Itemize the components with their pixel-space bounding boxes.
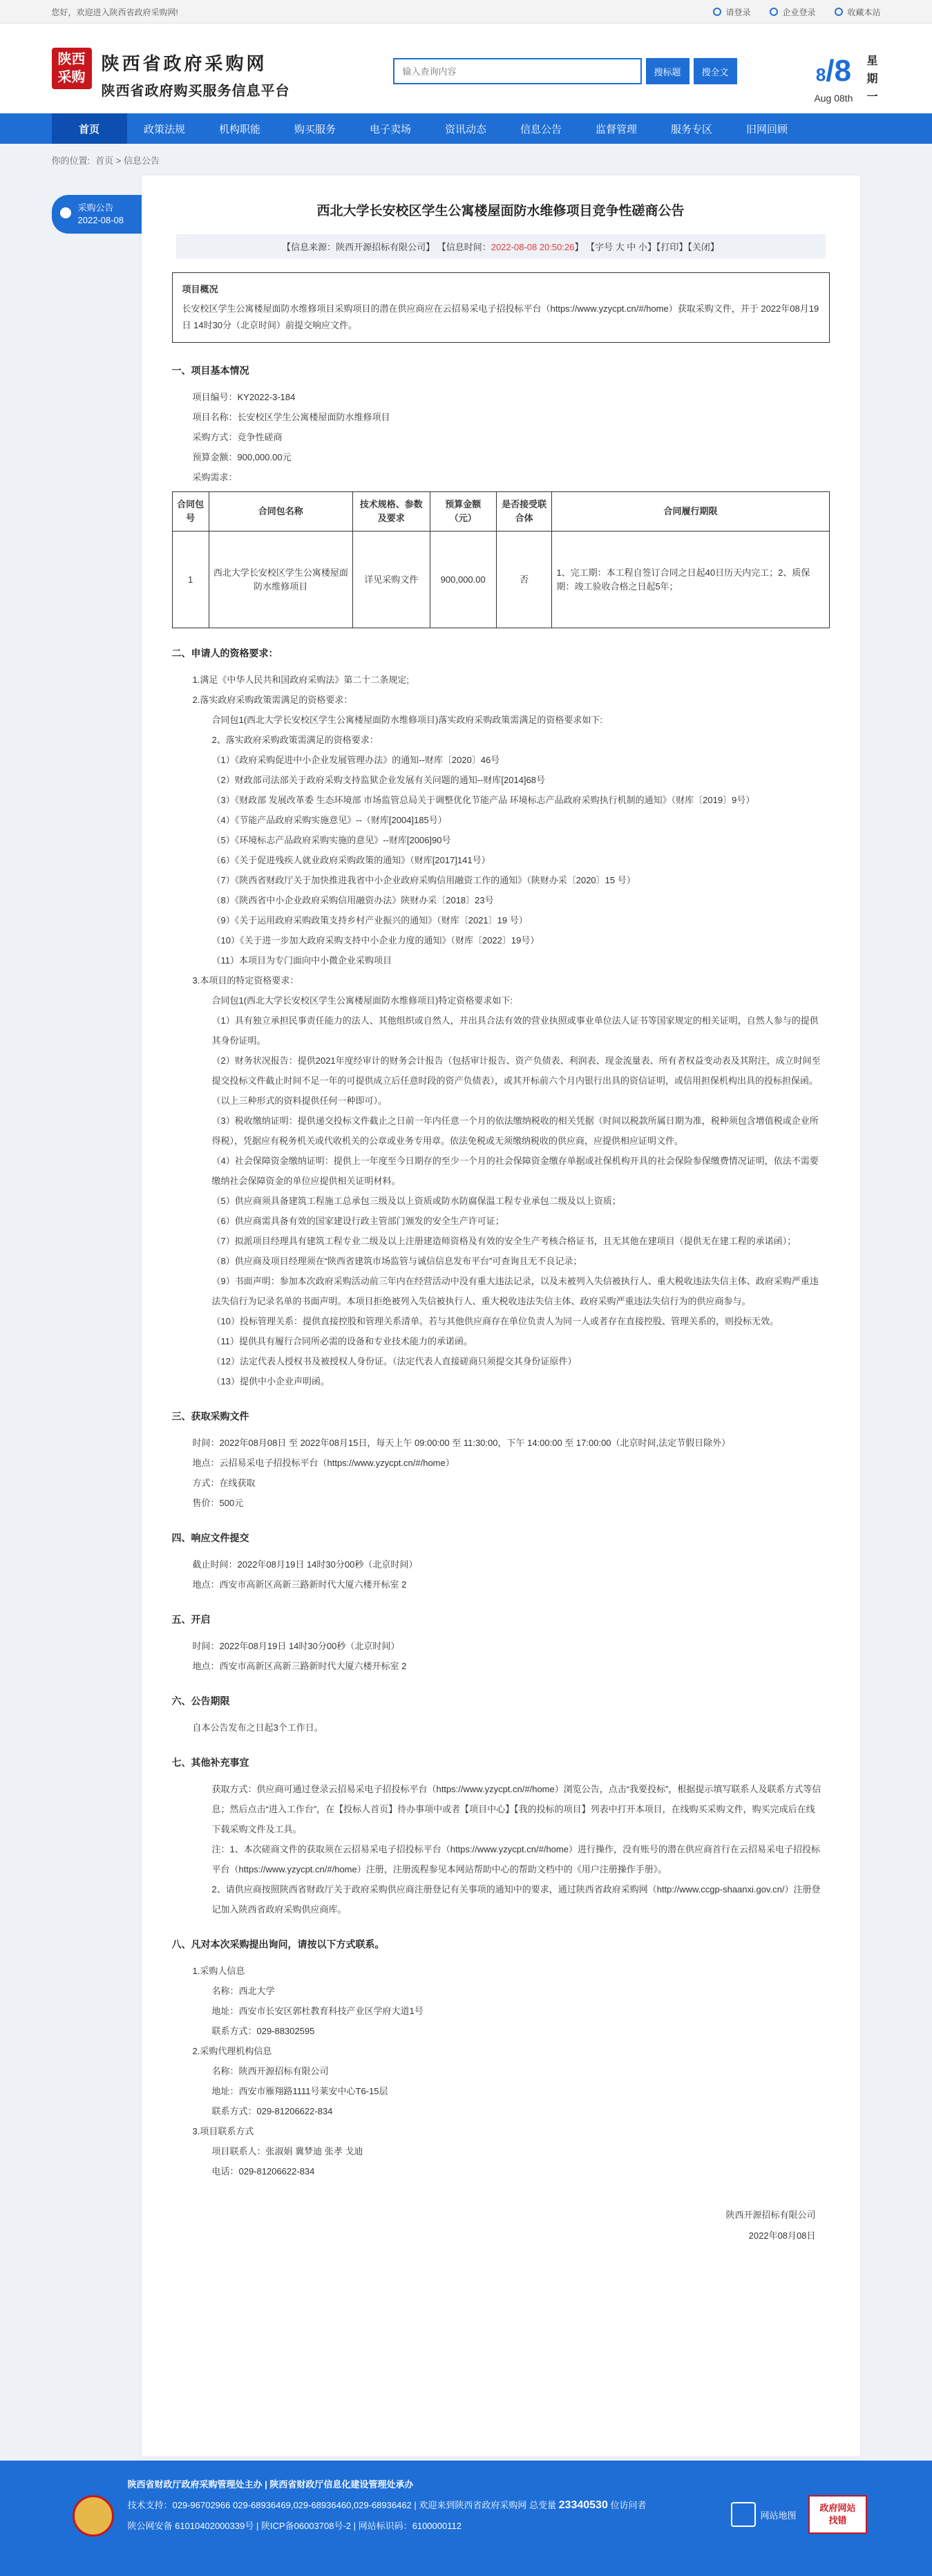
policy-item: （7）《陕西省财政厅关于加快推进我省中小企业政府采购信用融资工作的通知》（陕财办采〔2020〕15 号） [211,875,636,885]
section-qualification: 二、申请人的资格要求： [171,648,278,659]
special-requirement: （5）供应商须具备建筑工程施工总承包三级及以上资质或防水防腐保温工程专业承包二级及以上资质； [211,1196,621,1206]
login-link[interactable]: 请登录 [713,6,750,18]
signature: 陕西开源招标有限公司 2022年08月08日 [725,2210,816,2241]
visitor-count: 23340530 [558,2499,608,2511]
policy-item: （9）《关于运用政府采购政策支持乡村产业振兴的通知》（财库〔2021〕19 号） [211,915,528,925]
basic-info-line: 采购方式：竞争性磋商 [192,432,283,442]
overview-box: 项目概况 长安校区学生公寓楼屋面防水维修项目采购项目的潜在供应商应在云招易采电子招投标平台（https://www.yzycpt.cn/#/home）获取采购文件，并于 2022年08月19日 14时30分（北京时间）前提交响应文件。 [172,272,830,343]
section-other: 七、其他补充事宜 [171,1757,249,1768]
other-line: 注：1、本次磋商文件的获取须在云招易采电子招投标平台（https://www.yzycpt.cn/#/home）进行操作，没有账号的潜在供应商首行在云招易采电子招投标平台（https://www.yzycpt.cn/#/home）注册，注册流程参见本网站帮助中心的帮助文档中的《用户注册操作手册》。 [211,1844,820,1874]
get-doc-line: 地点：云招易采电子招投标平台（https://www.yzycpt.cn/#/home） [192,1458,455,1468]
publish-time: 2022-08-08 20:50:26 [491,242,575,252]
breadcrumb [52,144,881,176]
main-nav [0,113,932,144]
table-cell: 1 [172,532,209,628]
side-tab-announcement[interactable]: 采购公告 2022-08-08 [52,195,142,234]
special-requirement: （3）税收缴纳证明：提供递交投标文件截止之日前一年内任意一个月的依法缴纳税收的相关凭据（时间以税款所属日期为准，税种须包含增值税或企业所得税），凭据应有税务机关或代收机关的公章或业务专用章。依法免税或无须缴纳税收的供应商，应提供相应证明文件。 [211,1116,819,1146]
special-requirement: （8）供应商及项目经理须在“陕西省建筑市场监管与诚信信息发布平台”可查询且无不良记录； [211,1256,582,1266]
nav-item[interactable]: 监督管理 [595,123,637,135]
favorite-link[interactable]: 收藏本站 [835,6,880,18]
contact-line: 联系方式：029-81206622-834 [211,2106,333,2116]
nav-item[interactable]: 政策法规 [143,123,185,135]
top-bar [0,0,932,23]
policy-item: （10）《关于进一步加大政府采购支持中小企业力度的通知》（财库〔2022〕19号） [211,935,540,946]
article-title: 西北大学长安校区学生公寓楼屋面防水维修项目竞争性磋商公告 [316,204,685,218]
sitemap-icon [731,2502,756,2527]
star-icon [835,8,843,16]
footer-sponsor: 陕西省财政厅政府采购管理处主办 | 陕西省财政厅信息化建设管理处承办 [127,2479,414,2490]
contact-line: 名称：陕西开源招标有限公司 [211,2066,329,2076]
table-cell: 详见采购文件 [352,532,430,628]
breadcrumb-path[interactable]: 首页 > 信息公告 [95,155,160,166]
nav-item[interactable]: 购买服务 [294,123,336,135]
section-contact: 八、凡对本次采购提出询问，请按以下方式联系。 [171,1939,385,1950]
search-title-button[interactable]: 搜标题 [646,58,690,84]
nav-item[interactable]: 资讯动态 [444,123,486,135]
get-doc-line: 方式：在线获取 [192,1478,256,1488]
table-header-cell: 是否接受联合体 [496,492,552,532]
special-requirement: （6）供应商需具备有效的国家建设行政主管部门颁发的安全生产许可证； [211,1216,504,1226]
submit-line: 截止时间：2022年08月19日 14时30分00秒（北京时间） [192,1559,418,1570]
table-cell: 西北大学长安校区学生公寓楼屋面防水维修项目 [209,532,352,628]
national-emblem-icon [73,2495,114,2537]
get-doc-line: 售价：500元 [192,1498,244,1508]
gov-error-report-badge[interactable]: 政府网站 找错 [808,2495,866,2534]
article-meta: 【信息来源：陕西开源招标有限公司】 【信息时间：2022-08-08 20:50:26】 【字号 大 中 小】【打印】【关闭】 [176,234,826,258]
site-header [0,23,932,113]
site-title-sub: 陕西省政府购买服务信息平台 [101,84,290,99]
special-requirement: （1）具有独立承担民事责任能力的法人、其他组织或自然人，并出具合法有效的营业执照或事业单位法人证书等国家规定的相关证明，自然人参与的提供其身份证明。 [211,1015,819,1046]
section-submit: 四、响应文件提交 [171,1532,249,1543]
side-tab [52,195,142,234]
section-period: 六、公告期限 [171,1695,230,1707]
requirement-table [172,491,830,628]
table-header-cell: 技术规格、参数及要求 [352,492,430,532]
footer-support: 技术支持：029-96702966 029-68936469,029-68936460,029-68936462 | 欢迎来到陕西省政府采购网 总变量 23340530 位访问者 [127,2499,647,2511]
enterprise-login-link[interactable]: 企业登录 [770,6,815,18]
contact-line: 地址：西安市长安区郭杜教育科技产业区学府大道1号 [211,2006,424,2016]
site-footer [0,2461,932,2576]
policy-item: （6）《关于促进残疾人就业政府采购政策的通知》（财库[2017]141号） [211,855,491,865]
table-header-cell: 合同包号 [172,492,209,532]
special-requirement: （12）法定代表人授权书及被授权人身份证。（法定代表人直接磋商只须提交其身份证原件） [211,1356,577,1366]
policy-item: （2）财政部司法部关于政府采购支持监狱企业发展有关问题的通知--财库[2014]68号 [211,775,545,785]
special-requirement: （9）书面声明：参加本次政府采购活动前三年内在经营活动中没有重大违法记录，以及未被列入失信被执行人、重大税收违法失信主体、政府采购严重违法失信行为记录名单的书面声明。本项目拒绝被列入失信被执行人、重大税收违法失信主体、政府采购严重违法失信行为的供应商参与。 [211,1276,819,1306]
basic-info-line: 采购需求： [192,472,238,482]
contact-line: 联系方式：029-88302595 [211,2026,315,2036]
contact-line: 地址：西安市雁翔路1111号莱安中心T6-15层 [211,2086,388,2096]
table-cell: 900,000.00 [430,532,496,628]
policy-item: （5）《环境标志产品政府采购实施的意见》--财库[2006]90号 [211,835,451,845]
submit-line: 地点：西安市高新区高新三路新时代大厦六楼开标室 2 [192,1579,407,1590]
contact-line: 项目联系人：张淑娟 冀梦迪 张孝 戈迪 [211,2146,363,2156]
search-bar [393,58,737,84]
nav-item[interactable]: 机构职能 [218,123,260,135]
search-fulltext-button[interactable]: 搜全文 [694,58,737,84]
nav-item[interactable]: 首页 [52,113,127,144]
table-header-cell: 合同履行期限 [552,492,829,532]
main-area [52,176,881,2456]
nav-item[interactable]: 旧网回顾 [745,123,788,135]
article: 西北大学长安校区学生公寓楼屋面防水维修项目竞争性磋商公告 【信息来源：陕西开源招标有限公司】 【信息时间：2022-08-08 20:50:26】 【字号 大 中 小】【打印】【关闭】 项目概况 长安校区学生公寓楼屋面防水维修项目采购项目的潜在供应商应在云招易采电子招投标平台（https://www.yzycpt.cn/#/home）获取采购文件，并于 2022年08月19日 14时30分（北京时间）前提交响应文件。 一、项目基本情况 项目编号：KY2022-3-184 项目名称：长安校区学生公寓楼屋面防水维修项目 采购方式：竞争性磋商 预算金额：900,000.00元 采购需求： 合同包号 合同包名称 技术规格、参数及要求 预算金额（元） 是否接受联合体 合同履行期限 1 西北大学长安校区学生公寓楼屋面防水维修项目 详见采购文件 900,000.00 否 1、完工期：本工程自签订合同之日起40日历天内完工；2、质保期：竣工验收合格之日起5年； 二、申请人的资格要求： 1.满足《中华人民共和国政府采购法》第二十二条规定; 2.落实政府采购政策需满足的资格要求： 合同包1(西北大学长安校区学生公寓楼屋面防水维修项目)落实政府采购政策需满足的资格要求如下: 2、落实政府采购政策需满足的资格要求： （1）《政府采购促进中小企业发展管理办法》的通知--财库〔2020〕46号 （2）财政部司法部关于政府采购支持监狱企业发展有关问题的通知--财库[2014]68号 （3）《财政部 发展改革委 生态环境部 市场监管总局关于调整优化节能产品 环境标志产品政府采购执行机制的通知》（财库〔2019〕9号） （4）《节能产品政府采购实施意见》--（财库[2004]185号） （5）《环境标志产品政府采购实施的意见》--财库[2006]90号 （6）《关于促进残疾人就业政府采购政策的通知》（财库[2017]141号） （7）《陕西省财政厅关于加快推进我省中小企业政府采购信用融资工作的通知》（陕财办采〔2020〕15 号） （8）《陕西省中小企业政府采购信用融资办法》陕财办采〔2018〕23号 （9）《关于运用政府采购政策支持乡村产业振兴的通知》（财库〔2021〕19 号） （10）《关于进一步加大政府采购支持中小企业力度的通知》（财库〔2022〕19号） （11）本项目为专门面向中小微企业采购项目 3.本项目的特定资格要求： 合同包1(西北大学长安校区学生公寓楼屋面防水维修项目)特定资格要求如下: （1）具有独立承担民事责任能力的法人、其他组织或自然人，并出具合法有效的营业执照或事业单位法人证书等国家规定的相关证明，自然人参与的提供其身份证明。 （2）财务状况报告：提供2021年度经审计的财务会计报告（包括审计报告、资产负债表、利润表、现金流量表、所有者权益变动表及其附注，成立时间至提交投标文件截止时间不足一年的可提供成立后任意时段的资产负债表），或其开标前六个月内银行出具的资信证明，或信用担保机构出具的投标担保函。（以上三种形式的资料提供任何一种即可）。 （3）税收缴纳证明：提供递交投标文件截止之日前一年内任意一个月的依法缴纳税收的相关凭据（时间以税款所属日期为准，税种须包含增值税或企业所得税），凭据应有税务机关或代收机关的公章或业务专用章。依法免税或无须缴纳税收的供应商，应提供相应证明文件。 （4）社会保障资金缴纳证明：提供上一年度至今日期存的至少一个月的社会保障资金缴存单据或社保机构开具的社会保险参保缴费情况证明，依法不需要缴纳社会保障资金的单位应提供相关证明材料。 （5）供应商须具备建筑工程施工总承包三级及以上资质或防水防腐保温工程专业承包二级及以上资质； （6）供应商需具备有效的国家建设行政主管部门颁发的安全生产许可证； （7）拟派项目经理具有建筑工程专业二级及以上注册建造师资格及有效的安全生产考核合格证书，且无其他在建项目（提供无在建工程的承诺函）； （8）供应商及项目经理须在“陕西省建筑市场监管与诚信信息发布平台”可查询且无不良记录； （9）书面声明：参加本次政府采购活动前三年内在经营活动中没有重大违法记录，以及未被列入失信被执行人、重大税收违法失信主体、政府采购严重违法失信行为记录名单的书面声明。本项目拒绝被列入失信被执行人、重大税收违法失信主体、政府采购严重违法失信行为的供应商参与。 （10）投标管理关系：提供直接控股和管理关系清单。若与其他供应商存在单位负责人为同一人或者存在直接控股、管理关系的，则投标无效。 （11）提供具有履行合同所必需的设备和专业技术能力的承诺函。 （12）法定代表人授权书及被授权人身份证。（法定代表人直接磋商只须提交其身份证原件） （13）提供中小企业声明函。 三、获取采购文件 时间：2022年08月08日 至 2022年08月15日，每天上午 09:00:00 至 11:30:00，下午 14:00:00 至 17:00:00（北京时间,法定节假日除外） 地点：云招易采电子招投标平台（https://www.yzycpt.cn/#/home） 方式：在线获取 售价：500元 四、响应文件提交 截止时间：2022年08月19日 14时30分00秒（北京时间） 地点：西安市高新区高新三路新时代大厦六楼开标室 2 五、开启 时间：2022年08月19日 14时30分00秒（北京时间） 地点：西安市高新区高新三路新时代大厦六楼开标室 2 六、公告期限 自本公告发布之日起3个工作日。 七、其他补充事宜 获取方式：供应商可通过登录云招易采电子招投标平台（https://www.yzycpt.cn/#/home）浏览公告，点击“我要投标”，根据提示填写联系人及联系方式等信息；然后点击“进入工作台”，在【投标人首页】待办事项中或者【项目中心】【我的投标的项目】列表中打开本项目，在线购买采购文件，购买完成后在线下载采购文件及工具。 注：1、本次磋商文件的获取须在云招易采电子招投标平台（https://www.yzycpt.cn/#/home）进行操作，没有账号的潜在供应商首行在云招易采电子招投标平台（https://www.yzycpt.cn/#/home）注册，注册流程参见本网站帮助中心的帮助文档中的《用户注册操作手册》。 2、请供应商按照陕西省财政厅关于政府采购供应商注册登记有关事项的通知中的要求，通过陕西省政府采购网（http://www.ccgp-shaanxi.gov.cn/）注册登记加入陕西省政府采购供应商库。 八、凡对本次采购提出询问，请按以下方式联系。 1.采购人信息 名称：西北大学 地址：西安市长安区郭杜教育科技产业区学府大道1号 联系方式：029-88302595 2.采购代理机构信息 名称：陕西开源招标有限公司 地址：西安市雁翔路1111号莱安中心T6-15层 联系方式：029-81206622-834 3.项目联系方式 项目联系人：张淑娟 冀梦迪 张孝 戈迪 电话：029-81206622-834 陕西开源招标有限公司 2022年08月08日 [142,176,860,2456]
special-requirement: （13）提供中小企业声明函。 [211,1376,330,1386]
weekday: 星期一 [866,55,878,103]
breadcrumb-label: 你的位置: [51,155,91,166]
special-requirement: （10）投标管理关系：提供直接控股和管理关系清单。若与其他供应商存在单位负责人为同一人或者存在直接控股、管理关系的，则投标无效。 [211,1316,779,1326]
policy-item: （3）《财政部 发展改革委 生态环境部 市场监管总局关于调整优化节能产品 环境标志产品政府采购执行机制的通知》（财库〔2019〕9号） [211,795,755,805]
meta-actions[interactable]: 【字号 大 中 小】【打印】【关闭】 [586,242,719,252]
policy-item: （4）《节能产品政府采购实施意见》--（财库[2004]185号） [211,815,447,825]
section-get-docs: 三、获取采购文件 [171,1411,249,1422]
other-line: 获取方式：供应商可通过登录云招易采电子招投标平台（https://www.yzycpt.cn/#/home）浏览公告，点击“我要投标”，根据提示填写联系人及联系方式等信息；然后点击“进入工作台”，在【投标人首页】待办事项中或者【项目中心】【我的投标的项目】列表中打开本项目，在线购买采购文件，购买完成后在线下载采购文件及工具。 [211,1784,821,1834]
nav-item[interactable]: 服务专区 [670,123,712,135]
table-header-cell: 预算金额（元） [430,492,496,532]
footer-icp: 陕公网安备 61010402000339号 | 陕ICP备06003708号-2 | 网站标识码：6100000112 [127,2521,462,2531]
special-requirement: （4）社会保障资金缴纳证明：提供上一年度至今日期存的至少一个月的社会保障资金缴存单据或社保机构开具的社会保险参保缴费情况证明，依法不需要缴纳社会保障资金的单位应提供相关证明材料。 [211,1156,819,1186]
nav-item[interactable]: 电子卖场 [369,123,411,135]
contact-line: 电话：029-81206622-834 [211,2166,315,2177]
nav-item[interactable]: 信息公告 [520,123,562,135]
special-requirement: （11）提供具有履行合同所必需的设备和专业技术能力的承诺函。 [211,1336,473,1346]
building-icon [770,8,778,16]
open-line: 地点：西安市高新区高新三路新时代大厦六楼开标室 2 [192,1661,407,1671]
table-cell: 1、完工期：本工程自签订合同之日起40日历天内完工；2、质保期：竣工验收合格之日起5年； [552,532,829,628]
other-line: 2、请供应商按照陕西省财政厅关于政府采购供应商注册登记有关事项的通知中的要求，通过陕西省政府采购网（http://www.ccgp-shaanxi.gov.cn/）注册登记加入陕西省政府采购供应商库。 [211,1884,821,1915]
sitemap-link[interactable]: 网站地图 [731,2502,796,2527]
date-english: Aug 08th [814,92,853,104]
section-open: 五、开启 [171,1614,211,1625]
basic-info-line: 项目编号：KY2022-3-184 [192,392,296,402]
contact-line: 名称：西北大学 [211,1986,275,1996]
basic-info-line: 项目名称：长安校区学生公寓楼屋面防水维修项目 [192,412,390,422]
date-widget [814,53,880,106]
policy-item: （11）本项目为专门面向中小微企业采购项目 [211,955,392,966]
basic-info-line: 预算金额：900,000.00元 [192,452,292,462]
table-header-cell: 合同包名称 [209,492,352,532]
site-title-main: 陕西省政府采购网 [101,53,267,74]
special-requirement: （2）财务状况报告：提供2021年度经审计的财务会计报告（包括审计报告、资产负债表、利润表、现金流量表、所有者权益变动表及其附注，成立时间至提交投标文件截止时间不足一年的可提供成立后任意时段的资产负债表），或其开标前六个月内银行出具的资信证明，或信用担保机构出具的投标担保函。（以上三种形式的资料提供任何一种即可）。 [211,1055,821,1106]
special-requirement: （7）拟派项目经理具有建筑工程专业二级及以上注册建造师资格及有效的安全生产考核合格证书，且无其他在建项目（提供无在建工程的承诺函）； [211,1236,797,1246]
table-cell: 否 [496,532,552,628]
policy-item: （8）《陕西省中小企业政府采购信用融资办法》陕财办采〔2018〕23号 [211,895,494,905]
get-doc-line: 时间：2022年08月08日 至 2022年08月15日，每天上午 09:00:00 至 11:30:00，下午 14:00:00 至 17:00:00（北京时间,法定节假日除外） [192,1438,731,1448]
welcome-text: 您好，欢迎进入陕西省政府采购网! [51,7,178,17]
user-icon [713,8,721,16]
policy-item: （1）《政府采购促进中小企业发展管理办法》的通知--财库〔2020〕46号 [211,755,500,765]
site-title [102,50,290,100]
search-input[interactable] [393,58,642,84]
open-line: 时间：2022年08月19日 14时30分00秒（北京时间） [192,1641,400,1651]
site-logo[interactable]: 陕西 采购 [52,48,92,89]
section-basic: 一、项目基本情况 [171,365,249,376]
date-number: 8/8 [815,53,852,88]
